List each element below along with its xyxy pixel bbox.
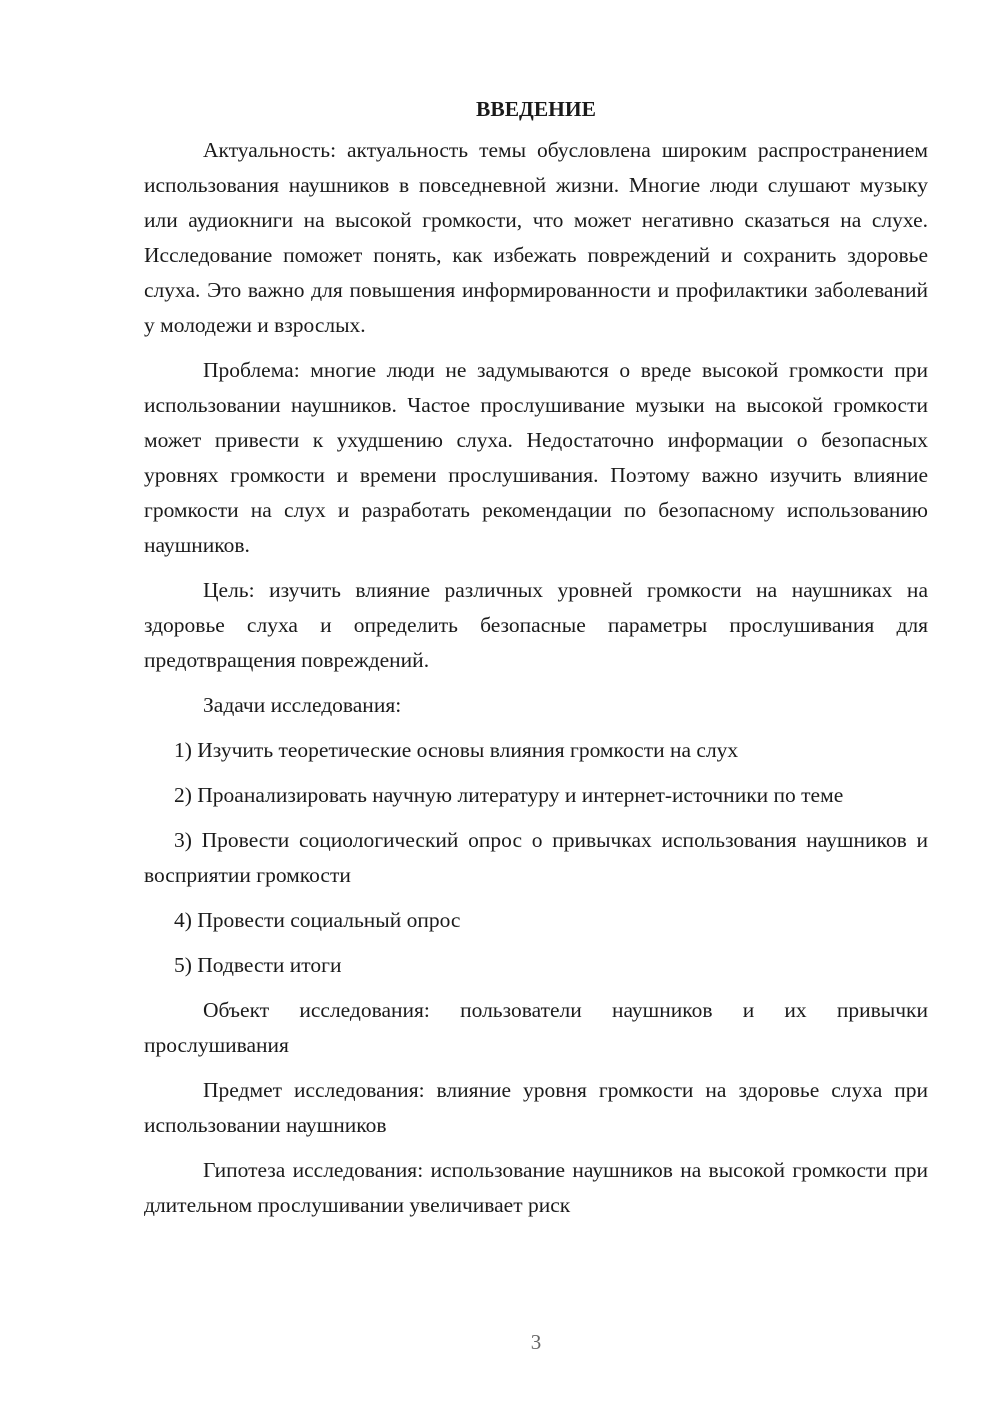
paragraph-subject: Предмет исследования: влияние уровня громкости на здоровье слуха при использовании наушников (144, 1078, 928, 1137)
page-title: ВВЕДЕНИЕ (476, 97, 596, 121)
task-item-1: 1) Изучить теоретические основы влияния громкости на слух (174, 738, 739, 762)
task-item-5: 5) Подвести итоги (174, 953, 342, 977)
task-item-4: 4) Провести социальный опрос (174, 908, 461, 932)
paragraph-tasks-heading: Задачи исследования: (203, 693, 402, 717)
paragraph-relevance: Актуальность: актуальность темы обусловлена широким распространением использования наушников в повседневной жизни. Многие люди слушают музыку или аудиокниги на высокой громкости, что может негативно сказаться на слухе. Исследование поможет понять, как избежать повреждений и сохранить здоровье слуха. Это важно для повышения информированности и профилактики заболеваний у молодежи и взрослых. (144, 138, 928, 337)
paragraph-problem: Проблема: многие люди не задумываются о вреде высокой громкости при использовании наушников. Частое прослушивание музыки на высокой громкости может привести к ухудшению слуха. Недостаточно информации о безопасных уровнях громкости и времени прослушивания. Поэтому важно изучить влияние громкости на слух и разработать рекомендации по безопасному использованию наушников. (144, 358, 928, 557)
page-number: 3 (530, 1330, 542, 1354)
task-item-3: 3) Провести социологический опрос о привычках использования наушников и восприятии громкости (144, 828, 928, 887)
paragraph-hypothesis: Гипотеза исследования: использование наушников на высокой громкости при длительном прослушивании увеличивает риск (144, 1158, 928, 1217)
paragraph-goal: Цель: изучить влияние различных уровней громкости на наушниках на здоровье слуха и определить безопасные параметры прослушивания для предотвращения повреждений. (144, 578, 928, 672)
document-page (144, 92, 928, 1233)
paragraph-object: Объект исследования: пользователи наушников и их привычки прослушивания (144, 998, 928, 1057)
task-item-2: 2) Проанализировать научную литературу и интернет-источники по теме (174, 783, 844, 807)
